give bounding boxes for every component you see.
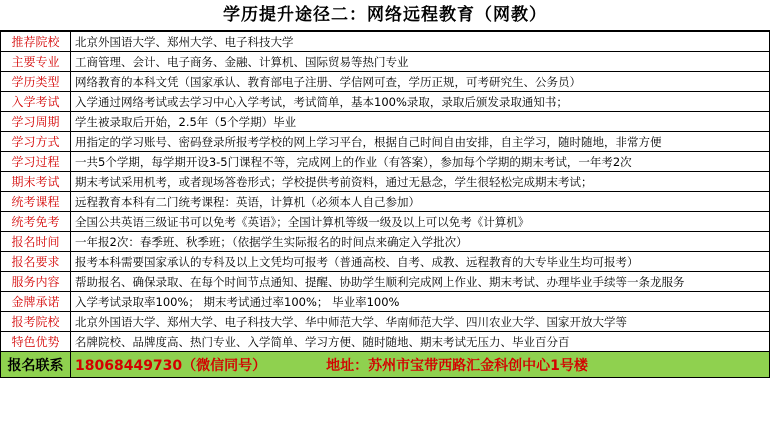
table-row [1, 332, 770, 352]
row-text: 网络教育的本科文凭（国家承认、教育部电子注册、学信网可查，学历正规，可考研究生、公务员） [71, 72, 770, 92]
contact-value [71, 352, 770, 378]
table-row [1, 92, 770, 112]
row-text: 远程教育本科有二门统考课程：英语，计算机（必须本人自己参加） [71, 192, 770, 212]
row-label: 报名时间 [1, 232, 71, 252]
table-row [1, 212, 770, 232]
row-label: 统考课程 [1, 192, 71, 212]
table-row [1, 232, 770, 252]
row-text: 期末考试采用机考，或者现场答卷形式；学校提供考前资料，通过无悬念，学生很轻松完成期末考试； [71, 172, 770, 192]
table-row [1, 152, 770, 172]
row-label: 入学考试 [1, 92, 71, 112]
row-text: 一年报2次：春季班、秋季班；（依据学生实际报名的时间点来确定入学批次） [71, 232, 770, 252]
row-label: 推荐院校 [1, 32, 71, 52]
contact-row [1, 352, 770, 378]
row-label: 学习方式 [1, 132, 71, 152]
contact-address: 地址：苏州市宝带西路汇金科创中心1号楼 [326, 357, 588, 374]
row-label: 报名要求 [1, 252, 71, 272]
row-label: 统考免考 [1, 212, 71, 232]
row-text: 入学通过网络考试或去学习中心入学考试，考试简单，基本100%录取，录取后颁发录取通知书； [71, 92, 770, 112]
table-row [1, 312, 770, 332]
table-row [1, 32, 770, 52]
row-text: 报考本科需要国家承认的专科及以上文凭均可报考（普通高校、自考、成教、远程教育的大专毕业生均可报考） [71, 252, 770, 272]
table-row [1, 292, 770, 312]
table-row [1, 192, 770, 212]
row-text: 北京外国语大学、郑州大学、电子科技大学、华中师范大学、华南师范大学、四川农业大学、国家开放大学等 [71, 312, 770, 332]
table-row [1, 272, 770, 292]
contact-label: 报名联系 [1, 352, 71, 378]
table-row [1, 112, 770, 132]
page-title: 学历提升途径二：网络远程教育（网教） [0, 0, 770, 31]
row-label: 期末考试 [1, 172, 71, 192]
row-text: 北京外国语大学、郑州大学、电子科技大学 [71, 32, 770, 52]
table-row [1, 52, 770, 72]
row-label: 主要专业 [1, 52, 71, 72]
row-text: 工商管理、会计、电子商务、金融、计算机、国际贸易等热门专业 [71, 52, 770, 72]
row-text: 名牌院校、品牌度高、热门专业、入学简单、学习方便、随时随地、期末考试无压力、毕业百分百 [71, 332, 770, 352]
row-text: 学生被录取后开始，2.5年（5个学期）毕业 [71, 112, 770, 132]
row-label: 服务内容 [1, 272, 71, 292]
row-label: 报考院校 [1, 312, 71, 332]
row-label: 特色优势 [1, 332, 71, 352]
row-label: 学习周期 [1, 112, 71, 132]
row-label: 学习过程 [1, 152, 71, 172]
row-text: 用指定的学习账号、密码登录所报考学校的网上学习平台，根据自己时间自由安排，自主学习，随时随地，非常方便 [71, 132, 770, 152]
table-row [1, 172, 770, 192]
info-table [0, 31, 770, 378]
row-label: 学历类型 [1, 72, 71, 92]
table-row [1, 72, 770, 92]
row-text: 帮助报名、确保录取、在每个时间节点通知、提醒、协助学生顺利完成网上作业、期末考试、办理毕业手续等一条龙服务 [71, 272, 770, 292]
table-row [1, 132, 770, 152]
row-text: 入学考试录取率100%； 期末考试通过率100%； 毕业率100% [71, 292, 770, 312]
row-text: 全国公共英语三级证书可以免考《英语》；全国计算机等级一级及以上可以免考《计算机》 [71, 212, 770, 232]
row-text: 一共5个学期，每学期开设3-5门课程不等，完成网上的作业（有答案），参加每个学期的期末考试，一年考2次 [71, 152, 770, 172]
table-row [1, 252, 770, 272]
row-label: 金牌承诺 [1, 292, 71, 312]
contact-phone: 18068449730（微信同号） [75, 357, 267, 374]
